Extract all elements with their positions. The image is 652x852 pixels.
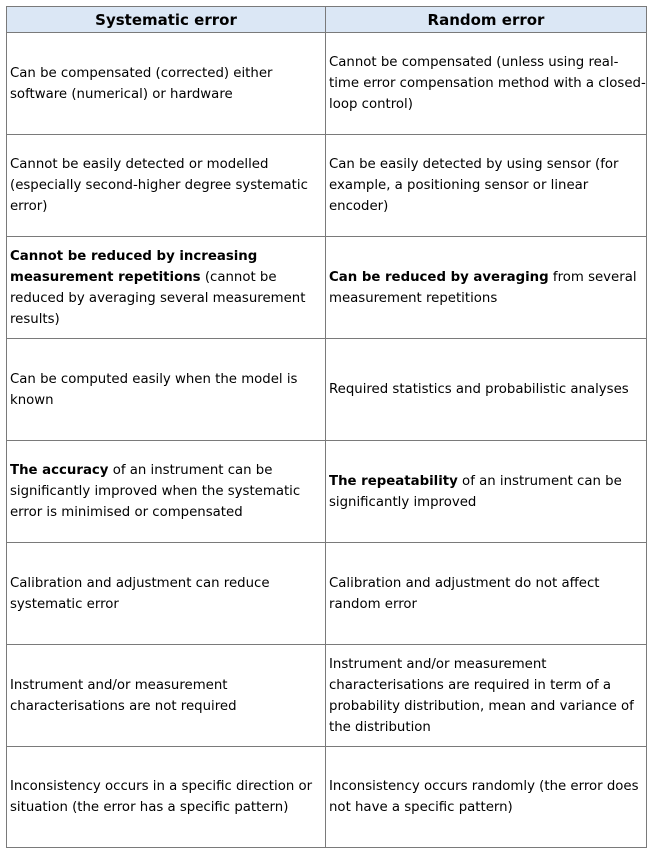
cell-random <box>326 237 647 339</box>
cell-text: Cannot be easily detected or modelled (especially second-higher degree systematic error) <box>10 157 308 214</box>
cell-text: of an instrument can be significantly improved <box>329 473 622 510</box>
cell-systematic <box>7 339 326 441</box>
cell-systematic <box>7 237 326 339</box>
table-row <box>7 543 647 645</box>
cell-random <box>326 339 647 441</box>
cell-text: Calibration and adjustment can reduce systematic error <box>10 575 270 612</box>
cell-bold-text: The accuracy <box>10 463 109 478</box>
cell-text: Inconsistency occurs randomly (the error does not have a specific pattern) <box>329 779 639 815</box>
cell-text: Required statistics and probabilistic analyses <box>329 382 629 397</box>
cell-random <box>326 543 647 645</box>
cell-systematic <box>7 747 326 848</box>
table-row <box>7 339 647 441</box>
header-systematic-error: Systematic error <box>7 7 326 33</box>
cell-random <box>326 747 647 848</box>
header-row <box>7 7 647 33</box>
table-row <box>7 135 647 237</box>
table-row <box>7 747 647 848</box>
cell-systematic <box>7 441 326 543</box>
cell-text: Can be computed easily when the model is known <box>10 371 298 408</box>
cell-text: Cannot be compensated (unless using real-time error compensation method with a closed-loop control) <box>329 55 646 112</box>
cell-bold-text: Cannot be reduced by increasing measurement repetitions <box>10 248 258 285</box>
table-row <box>7 645 647 747</box>
cell-text: Calibration and adjustment do not affect random error <box>329 575 600 612</box>
cell-random <box>326 135 647 237</box>
header-random-error: Random error <box>326 7 647 33</box>
cell-text: Instrument and/or measurement characterisations are required in term of a probability distribution, mean and variance of the distribution <box>329 656 634 735</box>
cell-text: from several measurement repetitions <box>329 269 637 306</box>
cell-text: Instrument and/or measurement characterisations are not required <box>10 677 237 714</box>
comparison-table <box>6 6 647 848</box>
cell-text: of an instrument can be significantly improved when the systematic error is minimised or compensated <box>10 463 301 520</box>
cell-text: Inconsistency occurs in a specific direction or situation (the error has a specific pattern) <box>10 779 313 815</box>
cell-random <box>326 645 647 747</box>
cell-systematic <box>7 645 326 747</box>
cell-text: Can be easily detected by using sensor (for example, a positioning sensor or linear encoder) <box>329 157 619 214</box>
cell-bold-text: The repeatability <box>329 473 458 489</box>
table-row <box>7 237 647 339</box>
cell-random <box>326 33 647 135</box>
cell-bold-text: Can be reduced by averaging <box>329 269 549 285</box>
cell-systematic <box>7 33 326 135</box>
cell-text: (cannot be reduced by averaging several measurement results) <box>10 269 306 327</box>
table-row <box>7 33 647 135</box>
cell-systematic <box>7 135 326 237</box>
table-row <box>7 441 647 543</box>
cell-text: Can be compensated (corrected) either software (numerical) or hardware <box>10 65 273 102</box>
cell-systematic <box>7 543 326 645</box>
cell-random <box>326 441 647 543</box>
